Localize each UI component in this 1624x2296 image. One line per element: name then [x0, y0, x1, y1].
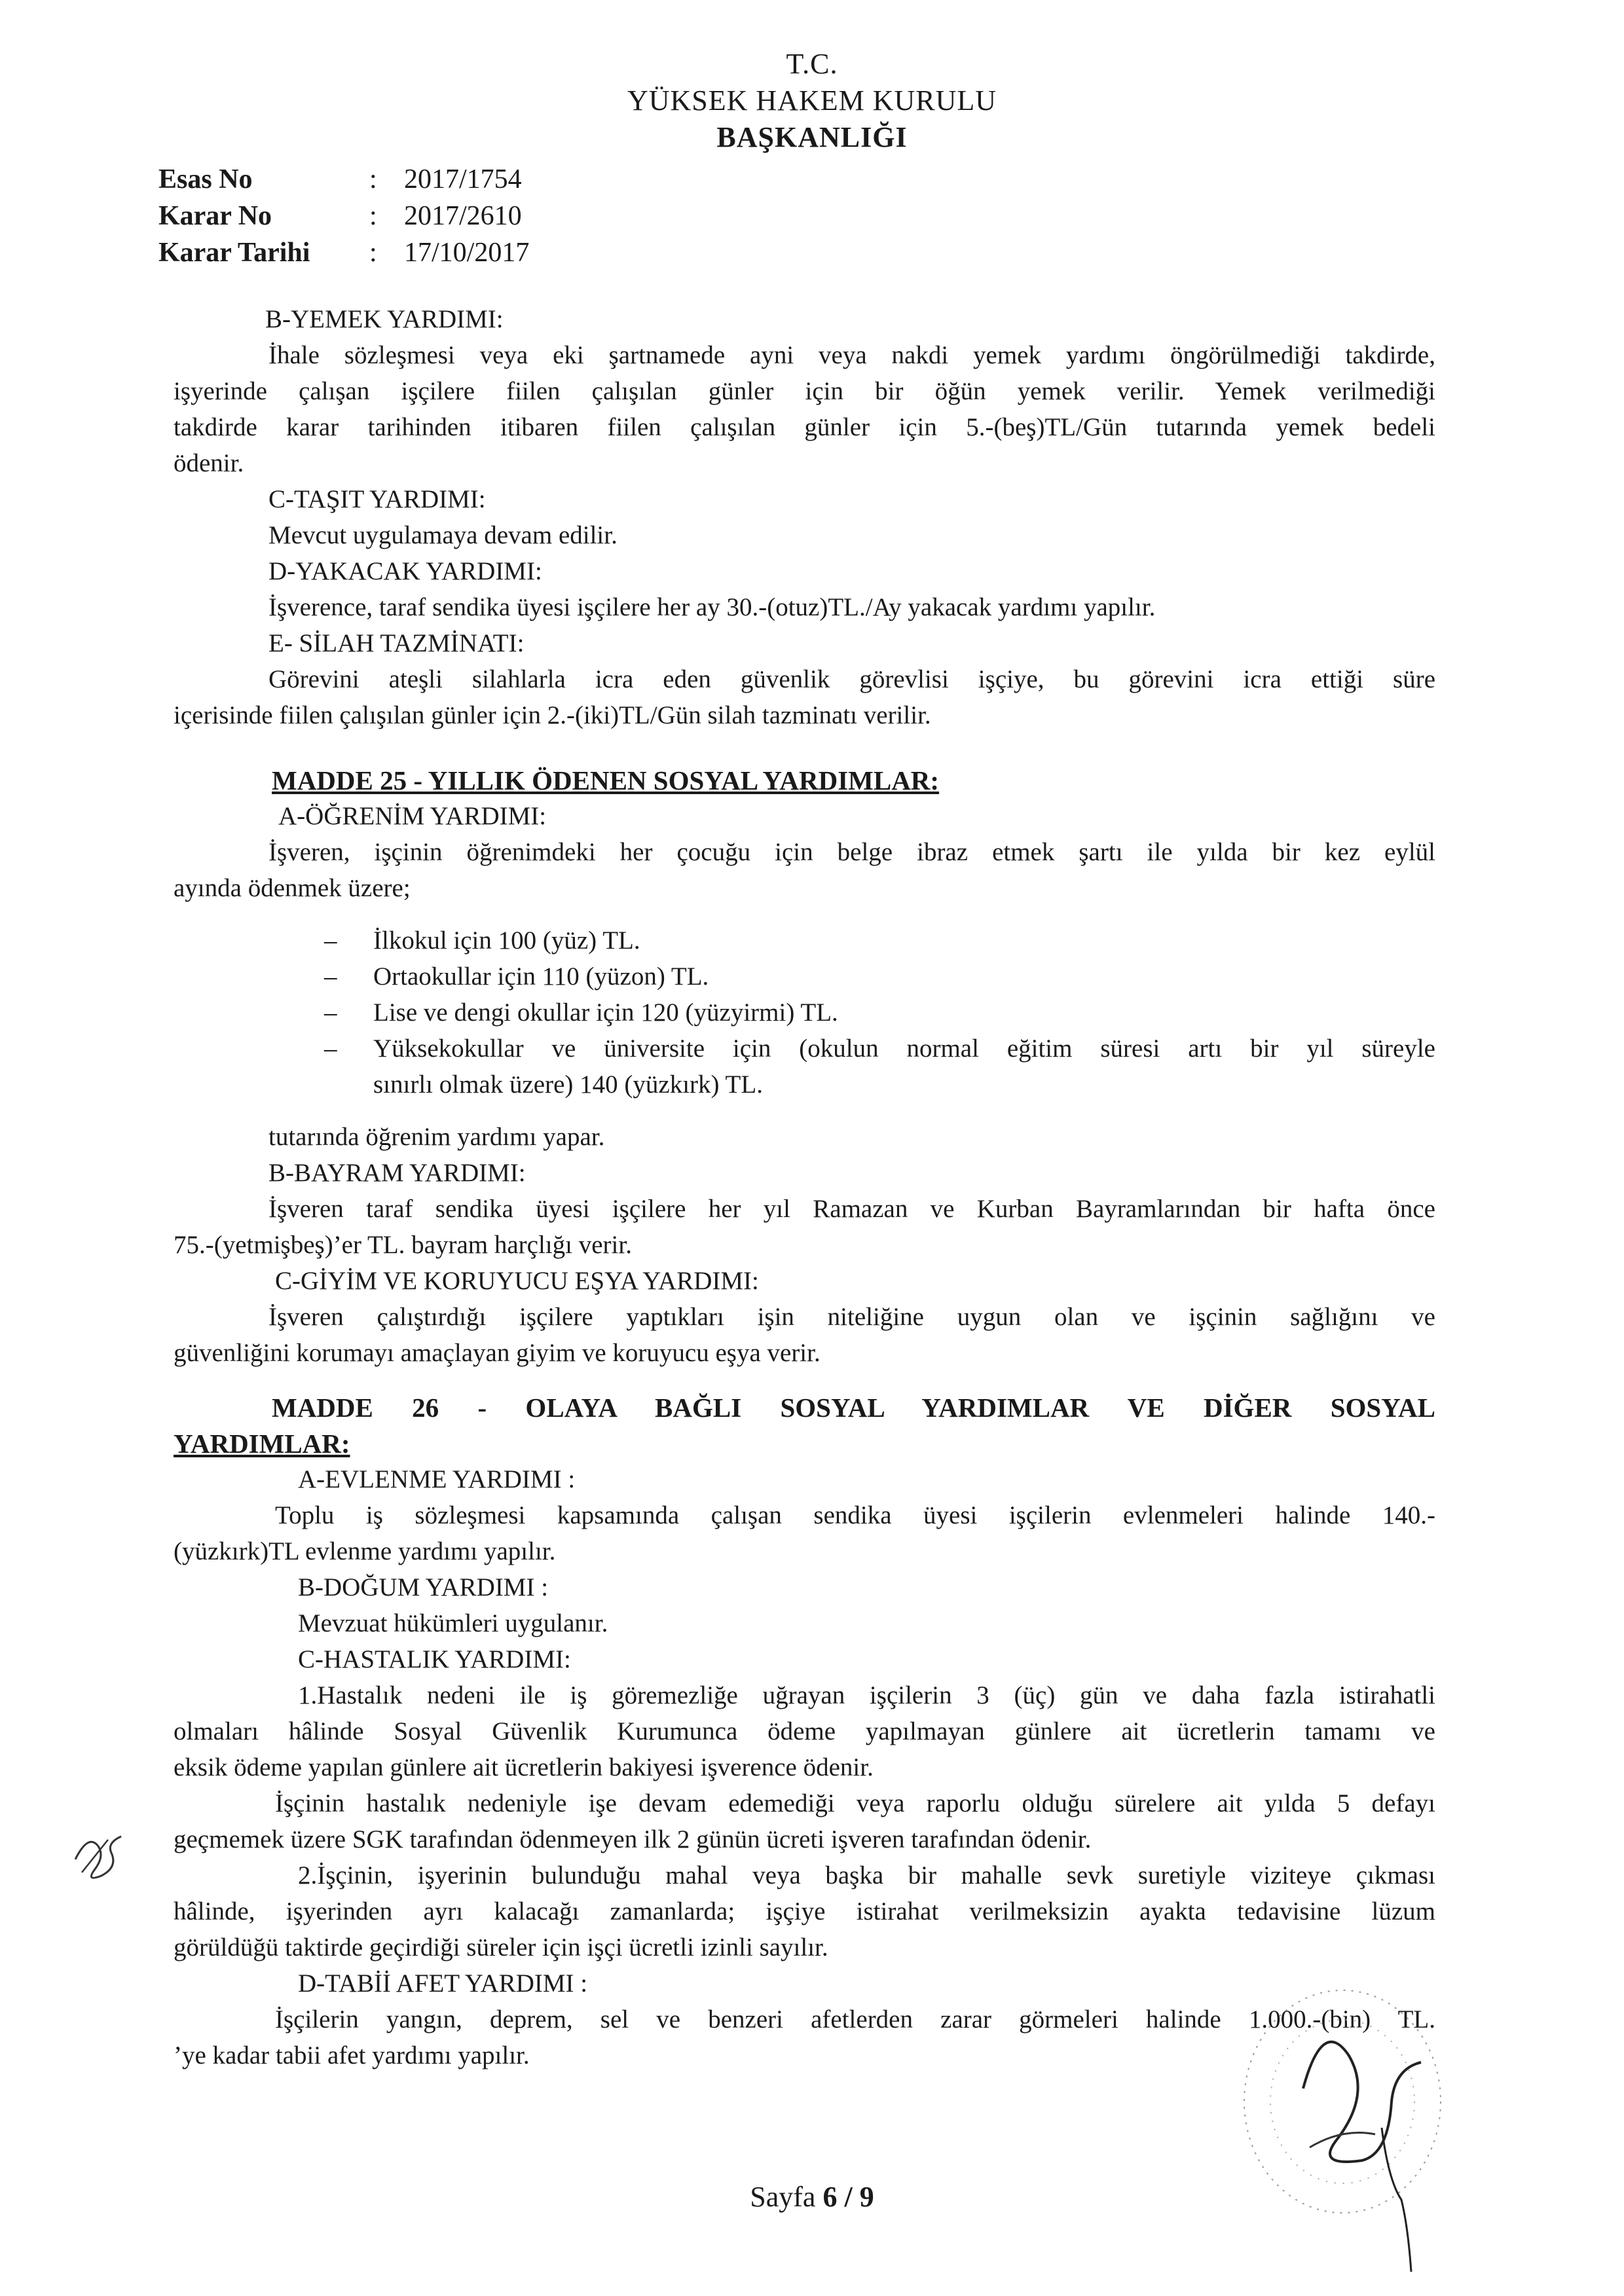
meta-value: 2017/1754 [404, 164, 522, 194]
section-title-tasit: C-TAŞIT YARDIMI: [268, 485, 486, 513]
paragraph-line: İşveren, işçinin öğrenimdeki her çocuğu için belge ibraz etmek şartı ile yılda bir kez eylül [268, 838, 1435, 866]
page-footer [0, 2180, 1624, 2214]
paragraph-line: ayında ödenmek üzere; [174, 874, 411, 902]
paragraph-line: İşveren taraf sendika üyesi işçilere her yıl Ramazan ve Kurban Bayramlarından bir hafta önce [268, 1195, 1435, 1223]
section-title-dogum: B-DOĞUM YARDIMI : [298, 1573, 549, 1601]
page-label: Sayfa [750, 2181, 823, 2213]
paragraph-line: 2.İşçinin, işyerinin bulunduğu mahal veya başka bir mahalle sevk suretiyle viziteye çıkması [298, 1861, 1435, 1889]
section-title-yemek: B-YEMEK YARDIMI: [265, 305, 504, 333]
meta-row-karar [158, 200, 617, 233]
meta-separator: : [369, 201, 377, 231]
list-dash: – [324, 998, 337, 1027]
list-item: Yüksekokullar ve üniversite için (okulun normal eğitim süresi artı bir yıl süreyle [373, 1034, 1435, 1063]
section-title-afet: D-TABİİ AFET YARDIMI : [298, 1969, 588, 1997]
paragraph-line: içerisinde fiilen çalışılan günler için 2.-(iki)TL/Gün silah tazminatı verilir. [174, 701, 931, 729]
section-title-bayram: B-BAYRAM YARDIMI: [268, 1159, 526, 1187]
page-total: 9 [859, 2181, 874, 2213]
meta-label: Esas No [158, 164, 253, 194]
paragraph-line: İşveren çalıştırdığı işçilere yaptıkları işin niteliğine uygun olan ve işçinin sağlığını ve [268, 1303, 1435, 1331]
section-title-evlenme: A-EVLENME YARDIMI : [298, 1465, 576, 1493]
page-separator: / [837, 2181, 860, 2213]
paragraph-line: 1.Hastalık nedeni ile iş göremezliğe uğrayan işçilerin 3 (üç) gün ve daha fazla istirahatli [298, 1681, 1435, 1709]
paragraph-line: Görevini ateşli silahlarla icra eden güvenlik görevlisi işçiye, bu görevini icra ettiği süre [268, 665, 1435, 693]
paragraph-line: İşçinin hastalık nedeniyle işe devam edemediği veya raporlu olduğu sürelere ait yılda 5 defayı [275, 1789, 1435, 1817]
paragraph-line: tutarında öğrenim yardımı yapar. [268, 1123, 605, 1151]
header-institution: YÜKSEK HAKEM KURULU [627, 84, 997, 117]
list-dash: – [324, 962, 337, 991]
paragraph-line: İşverence, taraf sendika üyesi işçilere her ay 30.-(otuz)TL./Ay yakacak yardımı yapılır. [268, 593, 1156, 621]
meta-value: 2017/2610 [404, 201, 522, 231]
paragraph-line: görüldüğü taktirde geçirdiği süreler için işçi ücretli izinli sayılır. [174, 1933, 828, 1961]
section-title-ogrenim: A-ÖĞRENİM YARDIMI: [278, 802, 547, 830]
case-meta [158, 164, 617, 275]
meta-label: Karar No [158, 201, 272, 231]
list-dash: – [324, 1034, 337, 1063]
paragraph-line: geçmemek üzere SGK tarafından ödenmeyen ilk 2 günün ücreti işveren tarafından ödenir. [174, 1825, 1092, 1853]
signature-stamp [1225, 1964, 1506, 2278]
meta-row-esas [158, 164, 617, 196]
paragraph-line: ’ye kadar tabii afet yardımı yapılır. [174, 2041, 530, 2069]
paragraph-line: 75.-(yetmişbeş)’er TL. bayram harçlığı verir. [174, 1231, 632, 1259]
paragraph-line: takdirde karar tarihinden itibaren fiilen çalışılan günler için 5.-(beş)TL/Gün tutarında yemek bedeli [174, 413, 1435, 441]
paragraph-line: İşçilerin yangın, deprem, sel ve benzeri afetlerden zarar görmeleri halinde 1.000.-(bin) TL. [275, 2005, 1435, 2033]
header-tc: T.C. [786, 48, 838, 80]
list-item-continuation: sınırlı olmak üzere) 140 (yüzkırk) TL. [373, 1070, 763, 1099]
paragraph-line: hâlinde, işyerinden ayrı kalacağı zamanlarda; işçiye istirahat verilmeksizin ayakta tedavisine lüzum [174, 1897, 1435, 1925]
article-26-title-cont: YARDIMLAR: [174, 1429, 350, 1459]
paragraph-line: olmaları hâlinde Sosyal Güvenlik Kurumunca ödeme yapılmayan günlere ait ücretlerin tamamı ve [174, 1717, 1435, 1745]
article-26-title: MADDE 26 - OLAYA BAĞLI SOSYAL YARDIMLAR VE DİĞER SOSYAL [272, 1393, 1435, 1423]
section-title-silah: E- SİLAH TAZMİNATI: [268, 629, 525, 657]
section-title-yakacak: D-YAKACAK YARDIMI: [268, 557, 542, 585]
paragraph-line: ödenir. [174, 449, 244, 477]
meta-row-tarih [158, 237, 617, 270]
article-25-title: MADDE 25 - YILLIK ÖDENEN SOSYAL YARDIMLAR: [272, 765, 940, 795]
handwritten-initials [62, 1820, 141, 1892]
meta-value: 17/10/2017 [404, 238, 530, 268]
header-department: BAŞKANLIĞI [716, 121, 908, 153]
list-item: Lise ve dengi okullar için 120 (yüzyirmi) TL. [373, 998, 838, 1027]
meta-label: Karar Tarihi [158, 238, 310, 268]
paragraph-line: Mevzuat hükümleri uygulanır. [298, 1609, 608, 1637]
paragraph-line: İhale sözleşmesi veya eki şartnamede ayni veya nakdi yemek yardımı öngörülmediği takdirde, [268, 341, 1435, 369]
paragraph-line: güvenliğini korumayı amaçlayan giyim ve koruyucu eşya verir. [174, 1339, 821, 1367]
section-title-hastalik: C-HASTALIK YARDIMI: [298, 1645, 571, 1673]
paragraph-line: (yüzkırk)TL evlenme yardımı yapılır. [174, 1537, 556, 1565]
meta-separator: : [369, 164, 377, 194]
list-dash: – [324, 926, 337, 955]
list-item: Ortaokullar için 110 (yüzon) TL. [373, 962, 709, 991]
paragraph-line: eksik ödeme yapılan günlere ait ücretlerin bakiyesi işverence ödenir. [174, 1753, 874, 1781]
page-current: 6 [822, 2181, 838, 2213]
paragraph-line: Toplu iş sözleşmesi kapsamında çalışan sendika üyesi işçilerin evlenmeleri halinde 140.- [275, 1501, 1435, 1529]
paragraph-line: Mevcut uygulamaya devam edilir. [268, 521, 618, 549]
paragraph-line: işyerinde çalışan işçilere fiilen çalışılan günler için bir öğün yemek verilir. Yemek verilmediği [174, 377, 1435, 405]
meta-separator: : [369, 238, 377, 268]
section-title-giyim: C-GİYİM VE KORUYUCU EŞYA YARDIMI: [275, 1267, 759, 1295]
list-item: İlkokul için 100 (yüz) TL. [373, 926, 640, 955]
